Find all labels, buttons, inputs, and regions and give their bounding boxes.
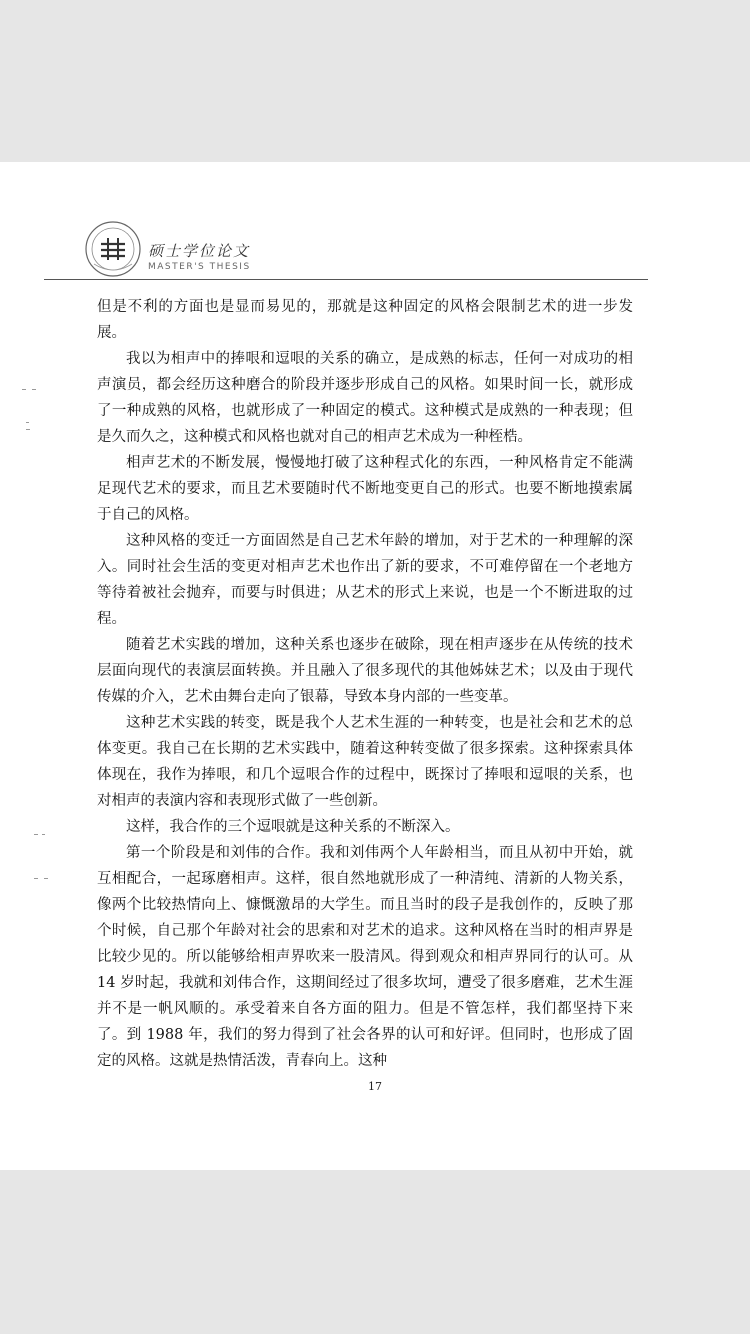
thesis-body (97, 294, 633, 1074)
page-header (84, 216, 650, 286)
paragraph: 这种艺术实践的转变，既是我个人艺术生涯的一种转变，也是社会和艺术的总体变更。我自己在长期的艺术实践中，随着这种转变做了很多探索。这种探索具体体现在，我作为捧哏，和几个逗哏合作的过程中，既探讨了捧哏和逗哏的关系，也对相声的表演内容和表现形式做了一些创新。 (97, 715, 633, 809)
header-divider (44, 279, 648, 280)
university-seal-icon (84, 220, 142, 278)
paragraph: 随着艺术实践的增加，这种关系也逐步在破除，现在相声逐步在从传统的技术层面向现代的表演层面转换。并且融入了很多现代的其他姊妹艺术；以及由于现代传媒的介入，艺术由舞台走向了银幕，导致本身内部的一些变革。 (97, 637, 633, 705)
paragraph: 但是不利的方面也是显而易见的，那就是这种固定的风格会限制艺术的进一步发展。 (97, 299, 633, 341)
paragraph: 相声艺术的不断发展，慢慢地打破了这种程式化的东西，一种风格肯定不能满足现代艺术的要求，而且艺术要随时代不断地变更自己的形式。也要不断地摸索属于自己的风格。 (97, 455, 633, 523)
thesis-header-subtitle: MASTER'S THESIS (148, 262, 251, 272)
paragraph: 我以为相声中的捧哏和逗哏的关系的确立，是成熟的标志，任何一对成功的相声演员，都会经历这种磨合的阶段并逐步形成自己的风格。如果时间一长，就形成了一种成熟的风格，也就形成了一种固定的模式。这种模式是成熟的一种表现；但是久而久之，这种模式和风格也就对自己的相声艺术成为一种桎梏。 (97, 351, 633, 445)
thesis-header-title: 硕士学位论文 (148, 242, 251, 260)
scan-speck (22, 832, 52, 842)
scan-speck (22, 420, 52, 430)
document-page (0, 162, 750, 1170)
paragraph: 这种风格的变迁一方面固然是自己艺术年龄的增加，对于艺术的一种理解的深入。同时社会生活的变更对相声艺术也作出了新的要求，不可难停留在一个老地方等待着被社会抛弃，而要与时俱进；从艺术的形式上来说，也是一个不断进取的过程。 (97, 533, 633, 627)
paragraph: 第一个阶段是和刘伟的合作。我和刘伟两个人年龄相当，而且从初中开始，就互相配合，一起琢磨相声。这样，很自然地就形成了一种清纯、清新的人物关系，像两个比较热情向上、慷慨激昂的大学生。而且当时的段子是我创作的，反映了那个时候，自己那个年龄对社会的思索和对艺术的追求。这种风格在当时的相声界是比较少见的。所以能够给相声界吹来一股清风。得到观众和相声界同行的认可。从 14 岁时起，我就和刘伟合作，这期间经过了很多坎坷，遭受了很多磨难，艺术生涯并不是一帆风顺的。承受着来自各方面的阻力。但是不管怎样，我们都坚持下来了。到 1988 年，我们的努力得到了社会各界的认可和好评。但同时，也形成了固定的风格。这就是热情活泼，青春向上。这种 (97, 845, 633, 1069)
scan-speck (22, 874, 52, 884)
page-number: 17 (368, 1080, 382, 1093)
scan-speck (22, 385, 52, 395)
paragraph: 这样，我合作的三个逗哏就是这种关系的不断深入。 (126, 819, 460, 835)
